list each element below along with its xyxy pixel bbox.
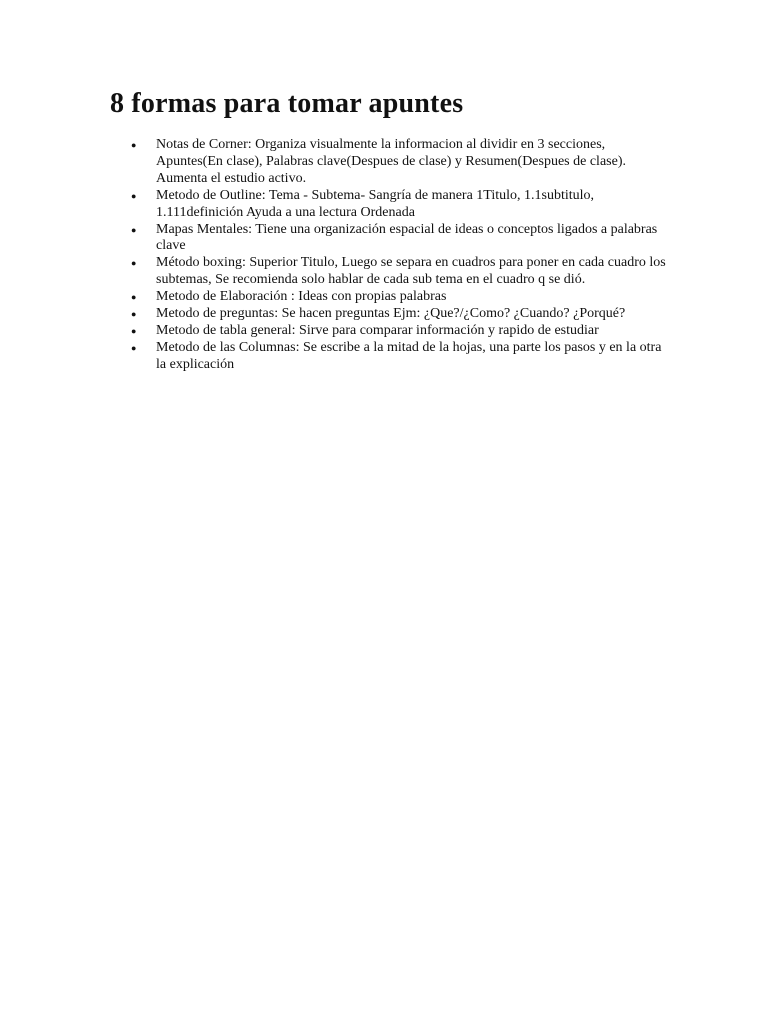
bullet-icon: ● — [131, 224, 137, 235]
list-item-text: Metodo de las Columnas: Se escribe a la mitad de la hojas, una parte los pasos y en la otra la explicación — [156, 339, 662, 372]
list-item — [130, 323, 670, 340]
list-item — [130, 306, 670, 323]
notes-methods-list — [130, 137, 670, 374]
bullet-icon: ● — [131, 258, 137, 269]
list-item — [130, 137, 670, 188]
list-item — [130, 255, 670, 289]
list-item-text: Metodo de Outline: Tema - Subtema- Sangría de manera 1Titulo, 1.1subtitulo, 1.111definición Ayuda a una lectura Ordenada — [156, 187, 595, 220]
list-item — [130, 188, 670, 222]
bullet-icon: ● — [131, 342, 137, 353]
bullet-icon: ● — [131, 309, 137, 320]
list-item-text: Notas de Corner: Organiza visualmente la informacion al dividir en 3 secciones, Apuntes(En clase), Palabras clave(Despues de clase) y Resumen(Despues de clase). Aumenta el estudio activo. — [156, 137, 626, 186]
bullet-icon: ● — [131, 325, 137, 336]
list-item-text: Método boxing: Superior Titulo, Luego se separa en cuadros para poner en cada cuadro los subtemas, Se recomienda solo hablar de cada sub tema en el cuadro q se dió. — [156, 255, 666, 288]
list-item-text: Metodo de tabla general: Sirve para comparar información y rapido de estudiar — [156, 322, 599, 338]
bullet-icon: ● — [131, 292, 137, 303]
list-item-text: Mapas Mentales: Tiene una organización espacial de ideas o conceptos ligados a palabras clave — [156, 221, 658, 254]
list-item — [130, 289, 670, 306]
list-item-text: Metodo de Elaboración : Ideas con propias palabras — [156, 289, 447, 305]
list-item — [130, 340, 670, 374]
list-item-text: Metodo de preguntas: Se hacen preguntas Ejm: ¿Que?/¿Como? ¿Cuando? ¿Porqué? — [156, 306, 626, 322]
bullet-icon: ● — [131, 190, 137, 201]
bullet-icon: ● — [131, 140, 137, 150]
list-item — [130, 222, 670, 256]
page-title: 8 formas para tomar apuntes — [110, 88, 464, 119]
